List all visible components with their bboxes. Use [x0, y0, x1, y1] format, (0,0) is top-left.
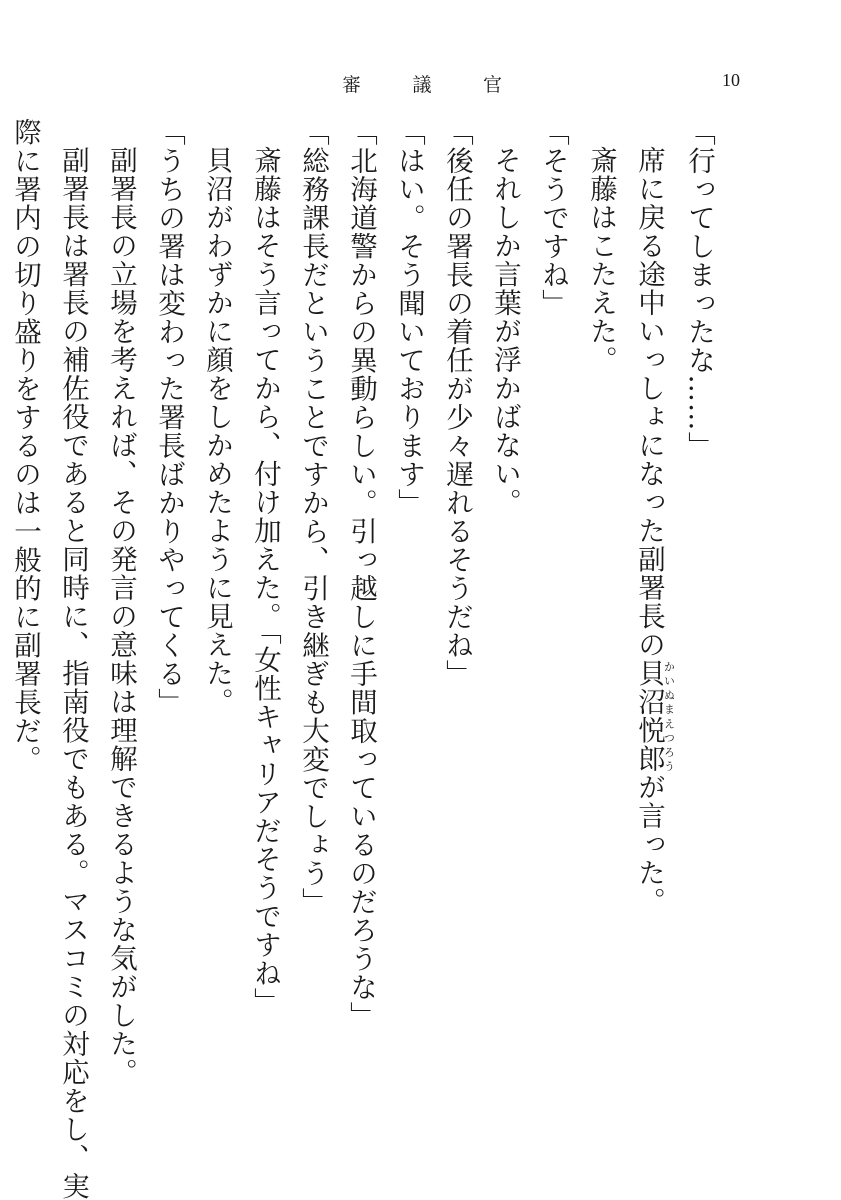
ruby-annotation: [633, 658, 676, 773]
text-line: 「北海道警からの異動らしい。引っ越しに手間取っているのだろうな」: [345, 118, 377, 1030]
text-line: 「行ってしまったな……」: [683, 118, 715, 460]
running-title: [342, 70, 502, 97]
text-line: 「そうですね」: [537, 118, 569, 318]
text-line: 「うちの署は変わった署長ばかりやってくる」: [153, 118, 185, 717]
body-text: [9, 118, 723, 1200]
text-line: 副署長の立場を考えれば、その発言の意味は理解できるような気がした。: [105, 145, 137, 1086]
text-line: 斎藤はそう言ってから、付け加えた。「女性キャリアだそうですね」: [249, 145, 281, 1016]
text-line: 「はい。そう聞いております」: [393, 118, 425, 517]
text-line: 貝沼がわずかに顔をしかめたように見えた。: [201, 145, 233, 716]
text-line: [0, 118, 1, 1138]
running-title-char: 官: [482, 74, 502, 96]
ruby-reading: かいぬまえつろう: [662, 658, 676, 773]
text-line: 「総務課長だということですから、引き継ぎも大変でしょう」: [297, 118, 329, 916]
text-line-with-ruby: [625, 118, 675, 1138]
running-title-char: 審: [342, 74, 362, 96]
text-segment: が言った。: [633, 772, 665, 915]
page-number: 10: [722, 70, 740, 90]
running-title-char: 議: [412, 74, 432, 96]
text-line: それしか言葉が浮かばない。: [489, 145, 521, 516]
text-line: 「後任の署長の着任が少々遅れるそうだね」: [441, 118, 473, 688]
ruby-base: 貝沼悦郎: [633, 658, 665, 773]
text-segment: 席に戻る途中いっしょになった副署長の: [633, 145, 665, 659]
text-line: 副署長は署長の補佐役であると同時に、指南役でもある。マスコミの対応をし、実: [57, 145, 89, 1200]
text-line: 際に署内の切り盛りをするのは一般的に副署長だ。: [9, 118, 41, 774]
text-line: 斎藤はこたえた。: [585, 145, 617, 374]
